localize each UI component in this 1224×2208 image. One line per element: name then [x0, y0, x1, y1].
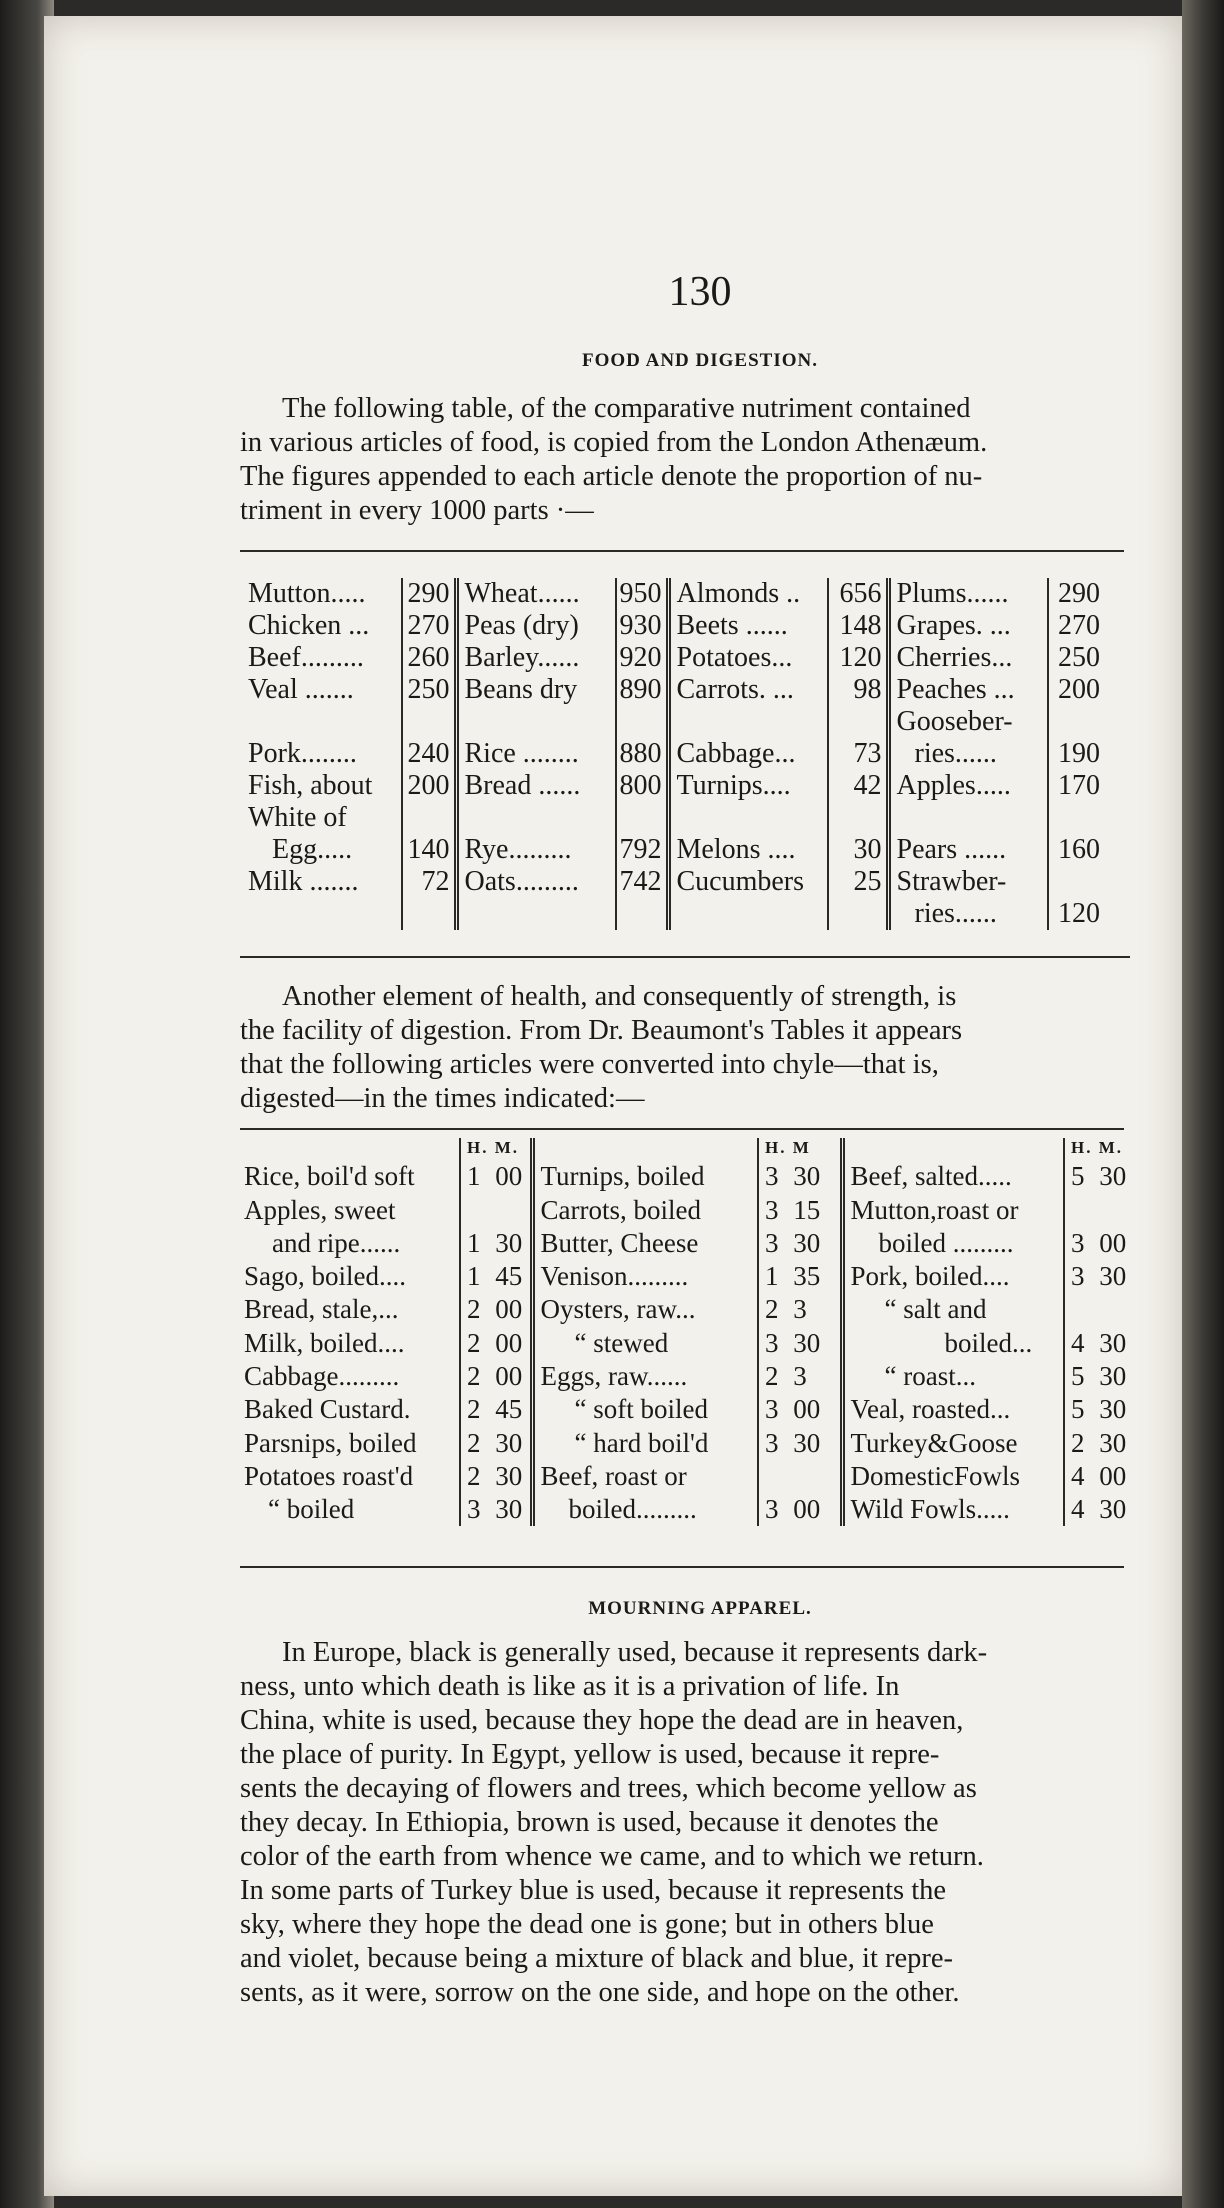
food-item: Chicken ... — [248, 610, 370, 641]
nutriment-value: 930 — [616, 610, 668, 642]
digestion-item: Sago, boiled.... — [244, 1261, 406, 1292]
digestion-item: DomesticFowls — [842, 1460, 1064, 1493]
text-line: China, white is used, because they hope the dead are in heaven, — [240, 1705, 964, 1736]
food-item: Carrots. ... — [668, 674, 828, 706]
digestion-time: 5 30 — [1064, 1160, 1134, 1193]
text-line: the facility of digestion. From Dr. Beaumont's Tables it appears — [240, 1015, 963, 1046]
food-item: Milk ....... — [248, 866, 359, 897]
nutriment-table — [248, 578, 1104, 930]
nutriment-value: 250 — [402, 674, 456, 706]
digestion-item: Cabbage......... — [244, 1361, 400, 1392]
nutriment-value: 30 — [828, 834, 888, 866]
digestion-item: “ hard boil'd — [532, 1426, 758, 1459]
nutriment-row — [248, 738, 1104, 770]
food-item: ries...... — [888, 898, 1048, 930]
nutriment-row — [248, 706, 1104, 738]
food-item: Cucumbers — [668, 866, 828, 898]
nutriment-value: 170 — [1048, 770, 1104, 802]
digestion-item: boiled......... — [532, 1493, 758, 1526]
food-item: Egg..... — [272, 834, 353, 865]
digestion-item: “ stewed — [532, 1326, 758, 1359]
text-line: In Europe, black is generally used, because it represents dark- — [282, 1637, 988, 1668]
digestion-table — [244, 1138, 1134, 1526]
nutriment-value: 656 — [828, 578, 888, 610]
nutriment-value: 140 — [402, 834, 456, 866]
digestion-item: “ soft boiled — [532, 1393, 758, 1426]
digestion-row — [244, 1326, 1134, 1359]
nutriment-value — [616, 898, 668, 930]
food-item — [668, 802, 828, 834]
digestion-time: 2 3 — [758, 1293, 842, 1326]
food-item: Melons .... — [668, 834, 828, 866]
text-line: color of the earth from whence we came, and to which we return. — [240, 1841, 984, 1872]
text-line: ness, unto which death is like as it is a privation of life. In — [240, 1671, 900, 1702]
table-top-rule — [240, 550, 1124, 552]
digestion-item: Wild Fowls..... — [842, 1493, 1064, 1526]
digestion-row — [244, 1160, 1134, 1193]
digestion-item: Carrots, boiled — [532, 1193, 758, 1226]
text-line: sky, where they hope the dead one is gone; but in others blue — [240, 1909, 934, 1940]
digestion-item: Butter, Cheese — [532, 1227, 758, 1260]
digestion-item: Beef, roast or — [532, 1460, 758, 1493]
food-item — [456, 802, 616, 834]
nutriment-value: 190 — [1048, 738, 1104, 770]
text-line: The following table, of the comparative nutriment contained — [282, 393, 971, 424]
nutriment-value: 950 — [616, 578, 668, 610]
digestion-time: 3 30 — [758, 1326, 842, 1359]
nutriment-value — [616, 706, 668, 738]
food-item: Oats......... — [456, 866, 616, 898]
hm-label: H. M — [758, 1138, 842, 1160]
nutriment-value: 98 — [828, 674, 888, 706]
food-item: Rye......... — [456, 834, 616, 866]
nutriment-row — [248, 642, 1104, 674]
food-item — [456, 898, 616, 930]
nutriment-value: 290 — [1048, 578, 1104, 610]
digestion-time — [1064, 1293, 1134, 1326]
digestion-item: Turkey&Goose — [842, 1426, 1064, 1459]
nutriment-row — [248, 674, 1104, 706]
digestion-time: 3 30 — [758, 1426, 842, 1459]
food-item — [888, 802, 1048, 834]
digestion-row — [244, 1193, 1134, 1226]
nutriment-value: 120 — [828, 642, 888, 674]
digestion-item: Rice, boil'd soft — [244, 1161, 415, 1192]
nutriment-value: 260 — [402, 642, 456, 674]
nutriment-row — [248, 802, 1104, 834]
text-line: The figures appended to each article denote the proportion of nu- — [240, 461, 983, 492]
digestion-paragraph — [240, 980, 1140, 1116]
nutriment-row — [248, 834, 1104, 866]
food-item: Cabbage... — [668, 738, 828, 770]
digestion-time: 2 00 — [460, 1293, 532, 1326]
page-number: 130 — [668, 269, 732, 315]
digestion-time: 2 45 — [460, 1393, 532, 1426]
digestion-time: 2 30 — [460, 1426, 532, 1459]
digestion-row — [244, 1426, 1134, 1459]
digestion-table-bottom-rule — [240, 1566, 1124, 1568]
food-item: Gooseber- — [888, 706, 1048, 738]
text-line: In some parts of Turkey blue is used, because it represents the — [240, 1875, 947, 1906]
digestion-time: 4 30 — [1064, 1493, 1134, 1526]
nutriment-row — [248, 610, 1104, 642]
digestion-item: boiled ......... — [842, 1227, 1064, 1260]
food-item: Pears ...... — [888, 834, 1048, 866]
nutriment-value: 880 — [616, 738, 668, 770]
digestion-item: “ boiled — [268, 1494, 355, 1525]
digestion-item: Mutton,roast or — [842, 1193, 1064, 1226]
digestion-row — [244, 1360, 1134, 1393]
text-line: they decay. In Ethiopia, brown is used, because it denotes the — [240, 1807, 939, 1838]
food-item: Potatoes... — [668, 642, 828, 674]
digestion-item: Veal, roasted... — [842, 1393, 1064, 1426]
digestion-time: 2 3 — [758, 1360, 842, 1393]
nutriment-value: 240 — [402, 738, 456, 770]
nutriment-value: 250 — [1048, 642, 1104, 674]
food-item: Bread ...... — [456, 770, 616, 802]
text-line: in various articles of food, is copied from the London Athenæum. — [240, 427, 988, 458]
food-item — [668, 898, 828, 930]
digestion-item: “ roast... — [842, 1360, 1064, 1393]
food-item: Fish, about — [248, 770, 373, 801]
nutriment-value: 160 — [1048, 834, 1104, 866]
nutriment-value: 73 — [828, 738, 888, 770]
digestion-item: and ripe...... — [272, 1227, 401, 1258]
digestion-time: 1 45 — [460, 1260, 532, 1293]
digestion-item: Baked Custard. — [244, 1394, 411, 1425]
nutriment-value: 290 — [402, 578, 456, 610]
food-item: Rice ........ — [456, 738, 616, 770]
food-item: White of — [248, 802, 347, 833]
food-item: Peas (dry) — [456, 610, 616, 642]
food-item: Almonds .. — [668, 578, 828, 610]
digestion-item: Milk, boiled.... — [244, 1327, 405, 1358]
digestion-time: 2 00 — [460, 1360, 532, 1393]
nutriment-value — [828, 802, 888, 834]
text-line: sents, as it were, sorrow on the one side, and hope on the other. — [240, 1977, 960, 2008]
digestion-time: 5 30 — [1064, 1360, 1134, 1393]
digestion-row — [244, 1493, 1134, 1526]
nutriment-value: 792 — [616, 834, 668, 866]
digestion-item: Turnips, boiled — [532, 1160, 758, 1193]
nutriment-value — [402, 898, 456, 930]
digestion-time: 3 00 — [1064, 1227, 1134, 1260]
text-line: the place of purity. In Egypt, yellow is used, because it repre- — [240, 1739, 940, 1770]
digestion-time: 3 30 — [460, 1493, 532, 1526]
food-item: Cherries... — [888, 642, 1048, 674]
digestion-time: 3 00 — [758, 1393, 842, 1426]
digestion-item: Pork, boiled.... — [842, 1260, 1064, 1293]
nutriment-row — [248, 898, 1104, 930]
nutriment-value — [1048, 802, 1104, 834]
text-line: digested—in the times indicated:— — [240, 1083, 645, 1114]
nutriment-value: 742 — [616, 866, 668, 898]
digestion-time: 1 30 — [460, 1227, 532, 1260]
nutriment-value — [616, 802, 668, 834]
nutriment-value — [1048, 866, 1104, 898]
digestion-row — [244, 1460, 1134, 1493]
digestion-item: Bread, stale,... — [244, 1294, 399, 1325]
digestion-time: 3 00 — [758, 1493, 842, 1526]
digestion-time — [460, 1193, 532, 1226]
digestion-row — [244, 1260, 1134, 1293]
food-item: Veal ....... — [248, 674, 354, 705]
text-line: that the following articles were converted into chyle—that is, — [240, 1049, 939, 1080]
nutriment-value — [402, 706, 456, 738]
nutriment-row — [248, 578, 1104, 610]
nutriment-value — [828, 706, 888, 738]
intro-paragraph — [240, 392, 1140, 528]
digestion-time — [758, 1460, 842, 1493]
digestion-item: Beef, salted..... — [842, 1160, 1064, 1193]
nutriment-value — [402, 802, 456, 834]
nutriment-value: 72 — [402, 866, 456, 898]
food-item — [248, 898, 402, 930]
food-item: ries...... — [888, 738, 1048, 770]
digestion-item: Eggs, raw...... — [532, 1360, 758, 1393]
digestion-item: Oysters, raw... — [532, 1293, 758, 1326]
nutriment-row — [248, 866, 1104, 898]
page-edge — [1182, 0, 1224, 2208]
nutriment-value: 200 — [402, 770, 456, 802]
nutriment-value: 920 — [616, 642, 668, 674]
digestion-time: 2 30 — [460, 1460, 532, 1493]
food-item: Beef......... — [248, 642, 364, 673]
food-item: Barley...... — [456, 642, 616, 674]
digestion-time: 3 30 — [1064, 1260, 1134, 1293]
food-item: Peaches ... — [888, 674, 1048, 706]
food-item: Turnips.... — [668, 770, 828, 802]
food-item: Apples..... — [888, 770, 1048, 802]
section-heading-mourning: MOURNING APPAREL. — [588, 1598, 812, 1619]
nutriment-value — [1048, 706, 1104, 738]
food-item — [248, 706, 402, 738]
food-item: Strawber- — [888, 866, 1048, 898]
digestion-table-top-rule — [240, 1128, 1124, 1130]
digestion-item: Parsnips, boiled — [244, 1427, 417, 1458]
food-item: Pork........ — [248, 738, 357, 769]
digestion-time: 4 00 — [1064, 1460, 1134, 1493]
digestion-item: Apples, sweet — [244, 1194, 396, 1225]
digestion-time: 1 35 — [758, 1260, 842, 1293]
digestion-row — [244, 1393, 1134, 1426]
nutriment-value: 42 — [828, 770, 888, 802]
table-bottom-rule — [240, 956, 1130, 958]
hm-label: H. M. — [460, 1138, 532, 1160]
digestion-item: Potatoes roast'd — [244, 1460, 414, 1491]
mourning-paragraph — [240, 1636, 1140, 2010]
digestion-item: “ salt and — [842, 1293, 1064, 1326]
food-item: Grapes. ... — [888, 610, 1048, 642]
digestion-item: Venison......... — [532, 1260, 758, 1293]
digestion-time: 3 15 — [758, 1193, 842, 1226]
nutriment-value: 890 — [616, 674, 668, 706]
hm-label: H. M. — [1064, 1138, 1134, 1160]
nutriment-value: 120 — [1048, 898, 1104, 930]
food-item: Plums...... — [888, 578, 1048, 610]
nutriment-row — [248, 770, 1104, 802]
nutriment-value: 200 — [1048, 674, 1104, 706]
digestion-time: 5 30 — [1064, 1393, 1134, 1426]
nutriment-value: 25 — [828, 866, 888, 898]
nutriment-value: 270 — [402, 610, 456, 642]
digestion-item: boiled... — [842, 1326, 1064, 1359]
nutriment-value: 800 — [616, 770, 668, 802]
digestion-row — [244, 1227, 1134, 1260]
digestion-time: 2 00 — [460, 1326, 532, 1359]
nutriment-value — [828, 898, 888, 930]
food-item — [456, 706, 616, 738]
nutriment-value: 270 — [1048, 610, 1104, 642]
digestion-time: 1 00 — [460, 1160, 532, 1193]
food-item: Beans dry — [456, 674, 616, 706]
food-item — [668, 706, 828, 738]
digestion-row — [244, 1293, 1134, 1326]
food-item: Mutton..... — [248, 578, 366, 609]
nutriment-value: 148 — [828, 610, 888, 642]
food-item: Beets ...... — [668, 610, 828, 642]
digestion-time: 2 30 — [1064, 1426, 1134, 1459]
text-line: triment in every 1000 parts ·— — [240, 495, 594, 526]
text-line: and violet, because being a mixture of black and blue, it repre- — [240, 1943, 954, 1974]
section-heading-food: FOOD AND DIGESTION. — [582, 350, 818, 371]
food-item: Wheat...... — [456, 578, 616, 610]
text-line: sents the decaying of flowers and trees, which become yellow as — [240, 1773, 977, 1804]
digestion-time — [1064, 1193, 1134, 1226]
text-line: Another element of health, and consequently of strength, is — [282, 981, 957, 1012]
digestion-time: 3 30 — [758, 1227, 842, 1260]
hm-header-row — [244, 1138, 1134, 1160]
digestion-time: 3 30 — [758, 1160, 842, 1193]
digestion-time: 4 30 — [1064, 1326, 1134, 1359]
